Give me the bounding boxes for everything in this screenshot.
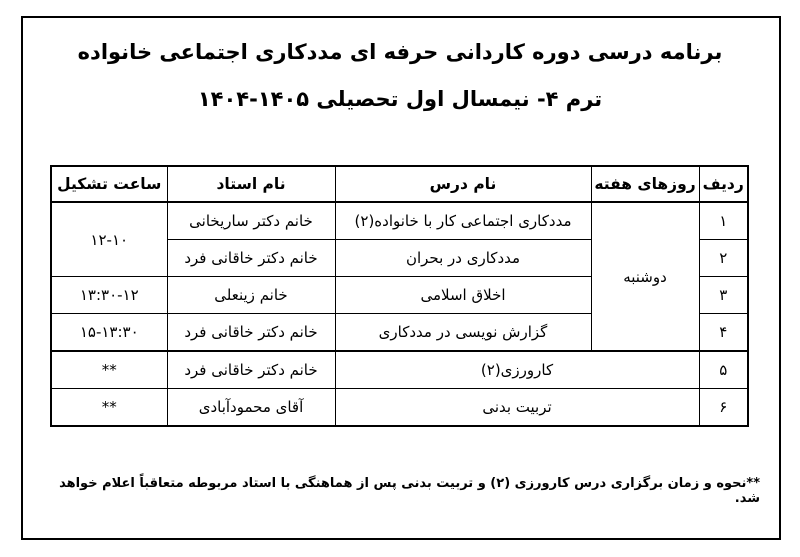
header-row-number: ردیف — [699, 166, 748, 202]
header-time: ساعت تشکیل — [51, 166, 167, 202]
row-number: ۲ — [699, 240, 748, 277]
teacher-name: آقای محمودآبادی — [167, 389, 335, 427]
course-name: کارورزی(۲) — [335, 351, 699, 389]
table-row — [51, 202, 748, 240]
course-name: اخلاق اسلامی — [335, 277, 591, 314]
course-name: تربیت بدنی — [335, 389, 699, 427]
class-time: ۱۵-۱۳:۳۰ — [51, 314, 167, 352]
header-course: نام درس — [335, 166, 591, 202]
teacher-name: خانم زینعلی — [167, 277, 335, 314]
course-name: مددکاری در بحران — [335, 240, 591, 277]
row-number: ۳ — [699, 277, 748, 314]
title-line-1: برنامه درسی دوره کاردانی حرفه ای مددکاری اجتماعی خانواده — [77, 40, 723, 64]
row-number: ۶ — [699, 389, 748, 427]
row-number: ۵ — [699, 351, 748, 389]
title-line-2: ترم ۴- نیمسال اول تحصیلی ۱۴۰۵-۱۴۰۴ — [197, 87, 603, 111]
footnote: **نحوه و زمان برگزاری درس کارورزی (۲) و تربیت بدنی پس از هماهنگی با استاد مربوطه متعاقباً اعلام خواهد شد. — [59, 476, 760, 506]
class-time: ** — [51, 389, 167, 427]
row-number: ۱ — [699, 202, 748, 240]
teacher-name: خانم دکتر ساریخانی — [167, 202, 335, 240]
header-days: روزهای هفته — [591, 166, 699, 202]
class-time: ۱۳:۳۰-۱۲ — [51, 277, 167, 314]
teacher-name: خانم دکتر خاقانی فرد — [167, 314, 335, 352]
table-row — [51, 389, 748, 427]
table-header-row — [51, 166, 748, 202]
table-row — [51, 351, 748, 389]
course-name: گزارش نویسی در مددکاری — [335, 314, 591, 352]
class-time: ۱۲-۱۰ — [51, 202, 167, 277]
teacher-name: خانم دکتر خاقانی فرد — [167, 240, 335, 277]
day-cell: دوشنبه — [591, 202, 699, 351]
course-name: مددکاری اجتماعی کار با خانواده(۲) — [335, 202, 591, 240]
row-number: ۴ — [699, 314, 748, 352]
schedule-table — [50, 165, 749, 427]
class-time: ** — [51, 351, 167, 389]
teacher-name: خانم دکتر خاقانی فرد — [167, 351, 335, 389]
header-teacher: نام استاد — [167, 166, 335, 202]
